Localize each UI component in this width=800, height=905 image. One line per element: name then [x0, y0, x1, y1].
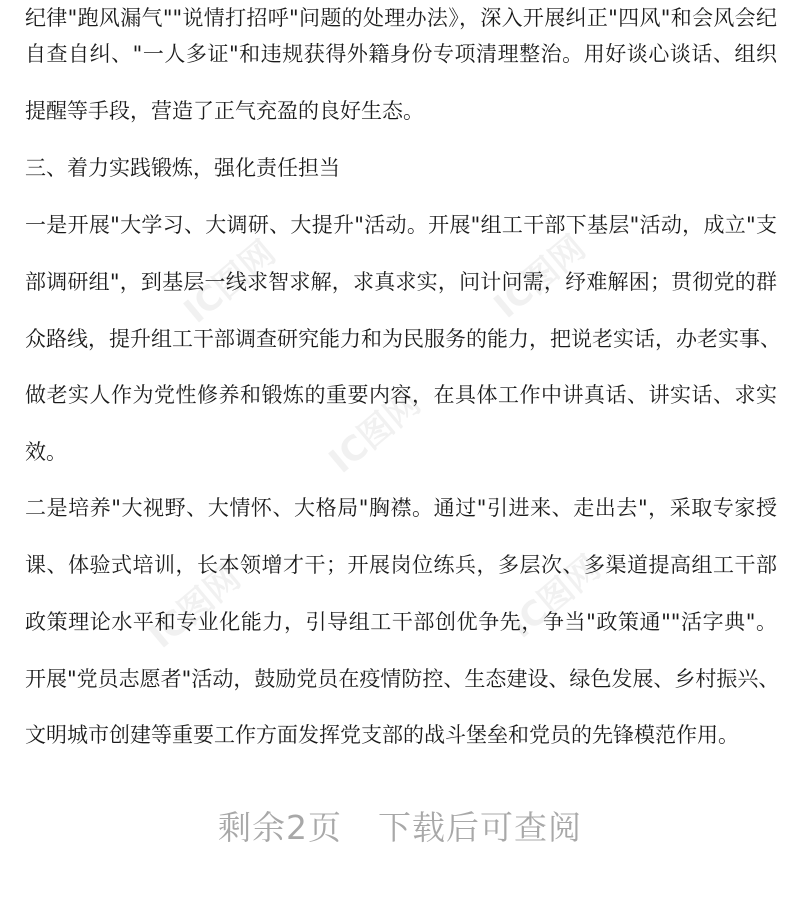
- watermark: IC图网: [321, 382, 429, 482]
- remaining-pages-label: 剩余2页: [218, 808, 342, 847]
- paragraph-line: 部调研组"，到基层一线求智求解，求真求实，问计问需，纾难解困；贯彻党的群: [25, 270, 777, 294]
- paragraph-line: 政策理论水平和专业化能力，引导组工干部创优争先，争当"政策通""活字典"。: [25, 610, 777, 634]
- watermark: IC图网: [176, 232, 284, 332]
- watermark: IC图网: [486, 227, 594, 327]
- paragraph-line: 文明城市创建等重要工作方面发挥党支部的战斗堡垒和党员的先锋模范作用。: [25, 723, 739, 747]
- paragraph-line: 纪律"跑风漏气""说情打招呼"问题的处理办法》，深入开展纠正"四风"和会风会纪: [25, 6, 777, 30]
- section-heading: 三、着力实践锻炼，强化责任担当: [25, 156, 340, 180]
- paragraph-line: 自查自纠、"一人多证"和违规获得外籍身份专项清理整治。用好谈心谈话、组织: [25, 42, 777, 66]
- paragraph-line: 提醒等手段，营造了正气充盈的良好生态。: [25, 99, 424, 123]
- watermark: IC图网: [501, 547, 609, 647]
- paragraph-line: 课、体验式培训，长本领增才干；开展岗位练兵，多层次、多渠道提高组工干部: [25, 553, 777, 577]
- download-hint-label: 下载后可查阅: [378, 808, 582, 847]
- paragraph-line: 效。: [25, 440, 67, 464]
- paragraph-line: 二是培养"大视野、大情怀、大格局"胸襟。通过"引进来、走出去"，采取专家授: [25, 496, 777, 520]
- watermark: IC图网: [141, 557, 249, 657]
- download-prompt[interactable]: [0, 806, 800, 850]
- paragraph-line: 做老实人作为党性修养和锻炼的重要内容，在具体工作中讲真话、讲实话、求实: [25, 383, 777, 407]
- paragraph-line: 开展"党员志愿者"活动，鼓励党员在疫情防控、生态建设、绿色发展、乡村振兴、: [25, 667, 780, 691]
- paragraph-line: 一是开展"大学习、大调研、大提升"活动。开展"组工干部下基层"活动，成立"支: [25, 213, 777, 237]
- paragraph-line: 众路线，提升组工干部调查研究能力和为民服务的能力，把说老实话，办老实事、: [25, 327, 781, 351]
